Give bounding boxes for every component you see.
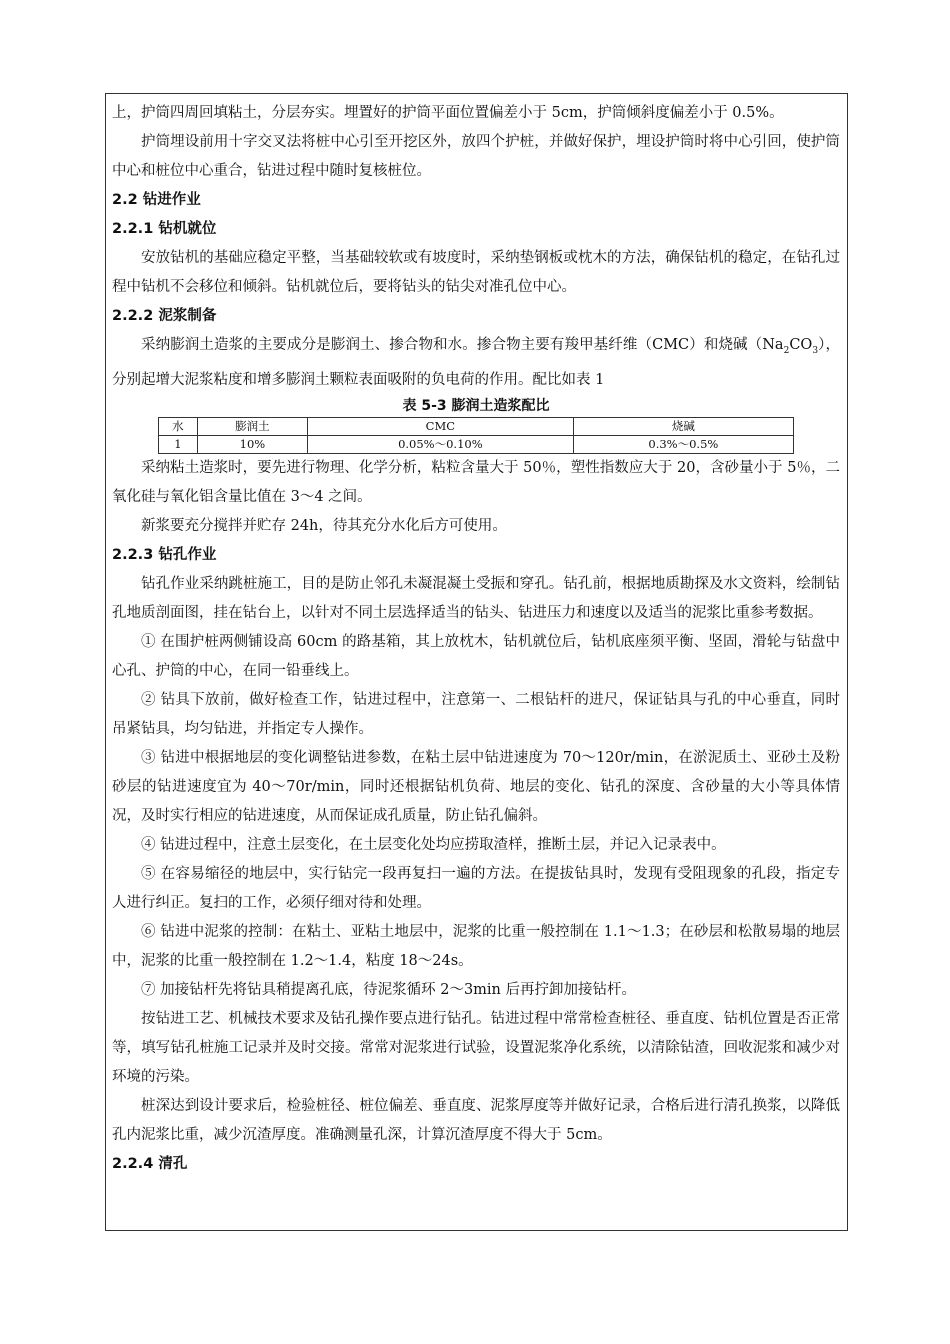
table-cell: 0.3%～0.5% bbox=[573, 435, 793, 453]
list-item: ⑤ 在容易缩径的地层中，实行钻完一段再复扫一遍的方法。在提拔钻具时，发现有受阻现象的孔段，指定专人进行纠正。复扫的工作，必须仔细对待和处理。 bbox=[112, 865, 840, 911]
list-item: ③ 钻进中根据地层的变化调整钻进参数，在粘土层中钻进速度为 70～120r/min，在淤泥质土、亚砂土及粉砂层的钻进速度宜为 40～70r/min，同时还根据钻机负荷、地层的变化、钻孔的深度、含砂量的大小等具体情况，及时实行相应的钻进速度，从而保证成孔质量，防止钻孔偏斜。 bbox=[112, 749, 840, 824]
table-row bbox=[159, 435, 794, 453]
paragraph: 钻孔作业采纳跳桩施工，目的是防止邻孔未凝混凝土受振和穿孔。钻孔前，根据地质勘探及水文资料，绘制钻孔地质剖面图，挂在钻台上，以针对不同土层选择适当的钻头、钻进压力和速度以及适当的泥浆比重参考数据。 bbox=[112, 575, 840, 621]
table-header-row bbox=[159, 417, 794, 435]
section-heading: 2.2 钻进作业 bbox=[112, 192, 201, 208]
subsection-heading: 2.2.1 钻机就位 bbox=[112, 221, 217, 237]
paragraph: 采纳粘土造浆时，要先进行物理、化学分析，粘粒含量大于 50％，塑性指数应大于 20，含砂量小于 5％，二氧化硅与氧化铝含量比值在 3～4 之间。 bbox=[112, 459, 840, 505]
list-item: ① 在围护桩两侧铺设高 60cm 的路基箱，其上放枕木，钻机就位后，钻机底座须平衡、坚固，滑轮与钻盘中心孔、护筒的中心，在同一铅垂线上。 bbox=[112, 633, 840, 679]
paragraph: 护筒埋设前用十字交叉法将桩中心引至开挖区外，放四个护桩，并做好保护，埋设护筒时将中心引回，使护筒中心和桩位中心重合，钻进过程中随时复核桩位。 bbox=[112, 134, 840, 179]
list-item: ⑥ 钻进中泥浆的控制：在粘土、亚粘土地层中，泥浆的比重一般控制在 1.1～1.3；在砂层和松散易塌的地层中，泥浆的比重一般控制在 1.2～1.4，粘度 18～24s。 bbox=[112, 923, 840, 969]
text-run: ），分别起增大泥浆粘度和增多膨润土颗粒表面吸附的负电荷的作用。配比如表 1 bbox=[112, 337, 841, 388]
text-run: 采纳膨润土造浆的主要成分是膨润土、掺合物和水。掺合物主要有羧甲基纤维（CMC）和烧碱（Na bbox=[141, 337, 784, 353]
paragraph: 上，护筒四周回填粘土，分层夯实。埋置好的护筒平面位置偏差小于 5cm，护筒倾斜度偏差小于 0.5%。 bbox=[112, 105, 784, 121]
document-body bbox=[112, 99, 840, 1179]
text-run: CO bbox=[789, 337, 813, 353]
mix-ratio-table bbox=[158, 417, 794, 454]
paragraph: 桩深达到设计要求后，检验桩径、桩位偏差、垂直度、泥浆厚度等并做好记录，合格后进行清孔换浆，以降低孔内泥浆比重，减少沉渣厚度。准确测量孔深，计算沉渣厚度不得大于 5cm。 bbox=[112, 1097, 840, 1143]
subsection-heading: 2.2.4 清孔 bbox=[112, 1155, 188, 1172]
table-cell: 1 bbox=[159, 435, 198, 453]
subscript: 3 bbox=[812, 345, 819, 356]
table-header-cell: 膨润土 bbox=[197, 417, 307, 435]
table-caption: 表 5-3 膨润土造浆配比 bbox=[402, 397, 550, 414]
paragraph: 新浆要充分搅拌并贮存 24h，待其充分水化后方可使用。 bbox=[141, 517, 507, 534]
subsection-heading: 2.2.3 钻孔作业 bbox=[112, 546, 217, 563]
paragraph-with-formula bbox=[112, 331, 840, 395]
subsection-heading: 2.2.2 泥浆制备 bbox=[112, 308, 217, 324]
table-cell: 0.05%～0.10% bbox=[308, 435, 574, 453]
paragraph: 安放钻机的基础应稳定平整，当基础较软或有坡度时，采纳垫钢板或枕木的方法，确保钻机的稳定，在钻孔过程中钻机不会移位和倾斜。钻机就位后，要将钻头的钻尖对准孔位中心。 bbox=[112, 250, 840, 295]
paragraph: 按钻进工艺、机械技术要求及钻孔操作要点进行钻孔。钻进过程中常常检查桩径、垂直度、钻机位置是否正常等，填写钻孔桩施工记录并及时交接。常常对泥浆进行试验，设置泥浆净化系统，以清除钻渣，回收泥浆和减少对环境的污染。 bbox=[112, 1010, 840, 1085]
table-header-cell: 烧碱 bbox=[573, 417, 793, 435]
table-cell: 10% bbox=[197, 435, 307, 453]
table-header-cell: CMC bbox=[308, 417, 574, 435]
subscript: 2 bbox=[783, 345, 790, 356]
list-item: ② 钻具下放前，做好检查工作，钻进过程中，注意第一、二根钻杆的进尺，保证钻具与孔的中心垂直，同时吊紧钻具，均匀钻进，并指定专人操作。 bbox=[112, 691, 840, 737]
list-item: ④ 钻进过程中，注意土层变化，在土层变化处均应捞取渣样，推断土层，并记入记录表中。 bbox=[141, 836, 726, 853]
table-header-cell: 水 bbox=[159, 417, 198, 435]
list-item: ⑦ 加接钻杆先将钻具稍提离孔底，待泥浆循环 2～3min 后再拧卸加接钻杆。 bbox=[141, 981, 637, 998]
